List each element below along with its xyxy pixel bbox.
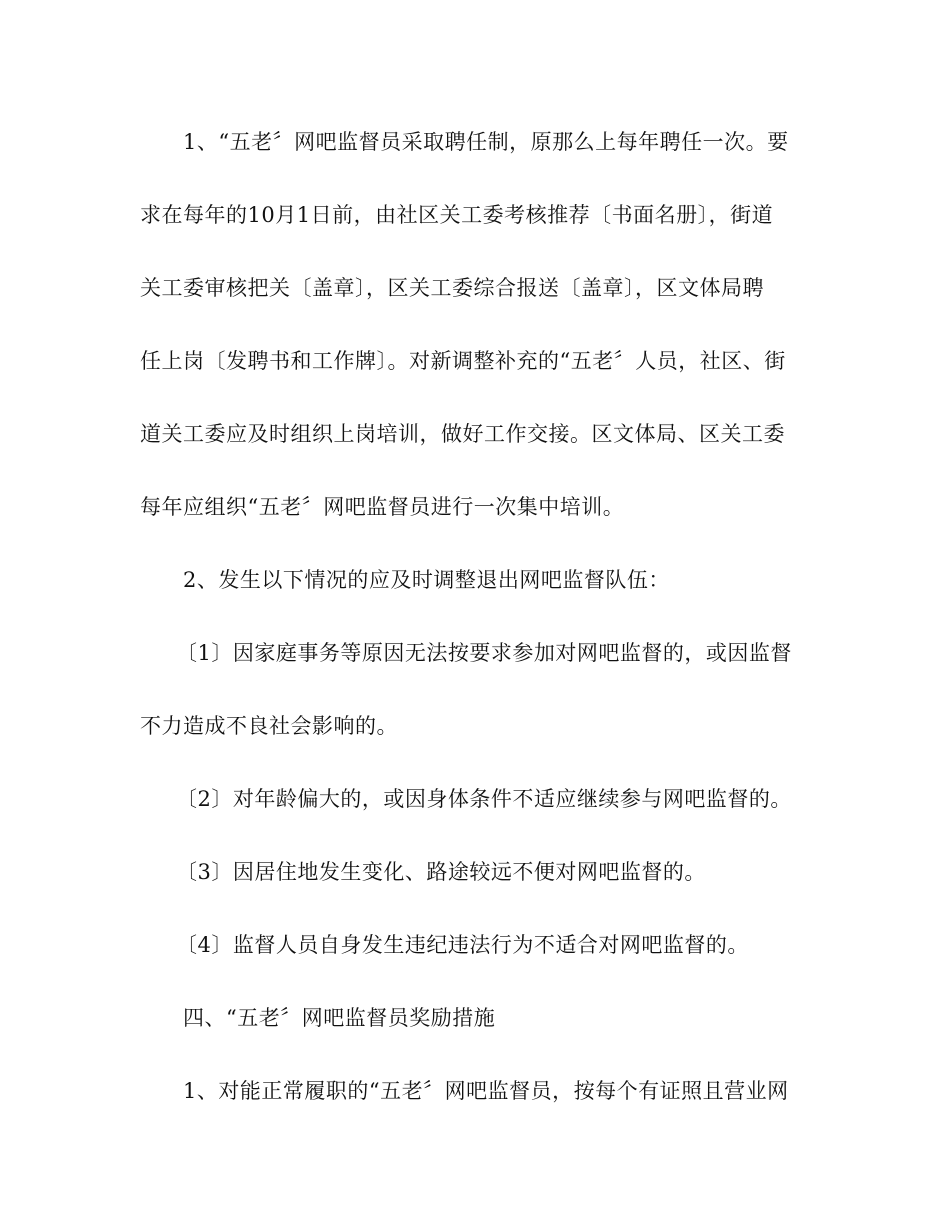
- section-heading: 四、“五老〞网吧监督员奖励措施: [183, 1006, 496, 1030]
- paragraph-line: 不力造成不良社会影响的。: [140, 714, 398, 738]
- paragraph-line: 〔2〕对年龄偏大的，或因身体条件不适应继续参与网吧监督的。: [176, 787, 792, 811]
- paragraph-line: 求在每年的10月1日前，由社区关工委考核推荐〔书面名册〕，街道: [140, 203, 774, 227]
- paragraph-line: 2、发生以下情况的应及时调整退出网吧监督队伍：: [183, 568, 670, 592]
- paragraph-line: 关工委审核把关〔盖章〕，区关工委综合报送〔盖章〕，区文体局聘: [140, 276, 764, 300]
- paragraph-line: 1、“五老〞网吧监督员采取聘任制，原那么上每年聘任一次。要: [183, 130, 789, 154]
- paragraph-line: 〔3〕因居住地发生变化、路途较远不便对网吧监督的。: [176, 860, 706, 884]
- paragraph-line: 〔1〕因家庭事务等原因无法按要求参加对网吧监督的，或因监督: [176, 641, 792, 665]
- paragraph-line: 1、对能正常履职的“五老〞网吧监督员，按每个有证照且营业网: [183, 1079, 789, 1103]
- paragraph-line: 任上岗〔发聘书和工作牌〕。对新调整补充的“五老〞人员，社区、街: [140, 349, 786, 373]
- paragraph-line: 道关工委应及时组织上岗培训，做好工作交接。区文体局、区关工委: [140, 422, 785, 446]
- paragraph-line: 〔4〕监督人员自身发生违纪违法行为不适合对网吧监督的。: [176, 933, 749, 957]
- paragraph-line: 每年应组织“五老〞网吧监督员进行一次集中培训。: [140, 495, 625, 519]
